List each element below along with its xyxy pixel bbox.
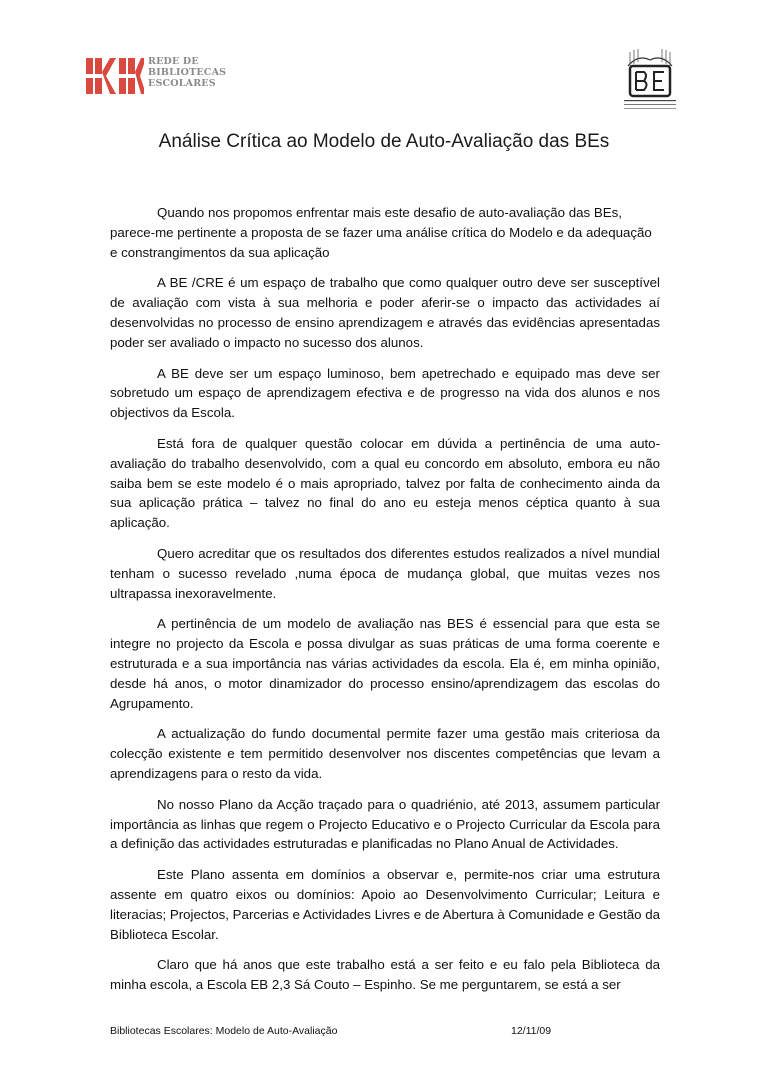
rbe-logo-text [148, 56, 226, 89]
paragraph: A pertinência de um modelo de avaliação nas BES é essencial para que esta se integre no projecto da Escola e possa divulgar as suas práticas de uma forma coerente e estruturada e a sua importância nas várias actividades da escola. Ela é, em minha opinião, desde há anos, o motor dinamizador do processo ensino/aprendizagem das escolas do Agrupamento. [110, 616, 660, 711]
paragraph: No nosso Plano da Acção traçado para o quadriénio, até 2013, assumem particular importância as linhas que regem o Projecto Educativo e o Projecto Curricular da Escola para a definição das actividades estruturadas e planificadas no Plano Anual de Actividades. [110, 796, 660, 852]
document-title: Análise Crítica ao Modelo de Auto-Avaliação das BEs [158, 131, 610, 152]
paragraph: Quando nos propomos enfrentar mais este desafio de auto-avaliação das BEs, parece-me pertinente a proposta de se fazer uma análise crítica do Modelo e da adequação e constrangimentos da sua aplicação [110, 205, 652, 260]
rbe-logo-icon [86, 58, 144, 94]
rbe-logo-line: REDE DE [148, 56, 199, 67]
paragraph: A BE deve ser um espaço luminoso, bem apetrechado e equipado mas deve ser sobretudo um espaço de aprendizagem efectiva e de progresso na vida dos alunos e nos objectivos da Escola. [110, 365, 660, 421]
be-agrupamento-logo-icon [618, 44, 682, 114]
paragraph: A actualização do fundo documental permite fazer uma gestão mais criteriosa da colecção existente e tem permitido desenvolver nos discentes competências que levam a aprendizagens para o resto da vida. [110, 726, 660, 781]
footer-title: Bibliotecas Escolares: Modelo de Auto-Avaliação [110, 1025, 338, 1037]
paragraph: A BE /CRE é um espaço de trabalho que como qualquer outro deve ser susceptível de avaliação com vista à sua melhoria e poder aferir-se o impacto das actividades aí desenvolvidas no processo de ensino aprendizagem e através das evidências apresentadas poder ser avaliado o impacto no sucesso dos alunos. [110, 275, 660, 350]
paragraph: Claro que há anos que este trabalho está a ser feito e eu falo pela Biblioteca da minha escola, a Escola EB 2,3 Sá Couto – Espinho. Se me perguntarem, se está a ser [110, 957, 660, 993]
rbe-logo [86, 56, 246, 98]
paragraph: Este Plano assenta em domínios a observar e, permite-nos criar uma estrutura assente em quatro eixos ou domínios: Apoio ao Desenvolvimento Curricular; Leitura e literacias; Projectos, Parcerias e Actividades Livres e de Abertura à Comunidade e Gestão da Biblioteca Escolar. [110, 867, 660, 942]
document-body [110, 203, 660, 1006]
footer-date: 12/11/09 [511, 1025, 552, 1037]
paragraph: Quero acreditar que os resultados dos diferentes estudos realizados a nível mundial tenham o sucesso revelado ,numa época de mudança global, que muitas vezes nos ultrapassa inexoravelmente. [110, 545, 660, 601]
rbe-logo-line: BIBLIOTECAS [148, 67, 227, 78]
paragraph: Está fora de qualquer questão colocar em dúvida a pertinência de uma auto-avaliação do trabalho desenvolvido, com a qual eu concordo em absoluto, embora eu não saiba bem se este modelo é o mais apropriado, talvez por falta de conhecimento ainda da sua aplicação prática – talvez no final do ano eu esteja menos céptica quanto à sua aplicação. [110, 435, 660, 531]
rbe-logo-line: ESCOLARES [148, 78, 216, 89]
